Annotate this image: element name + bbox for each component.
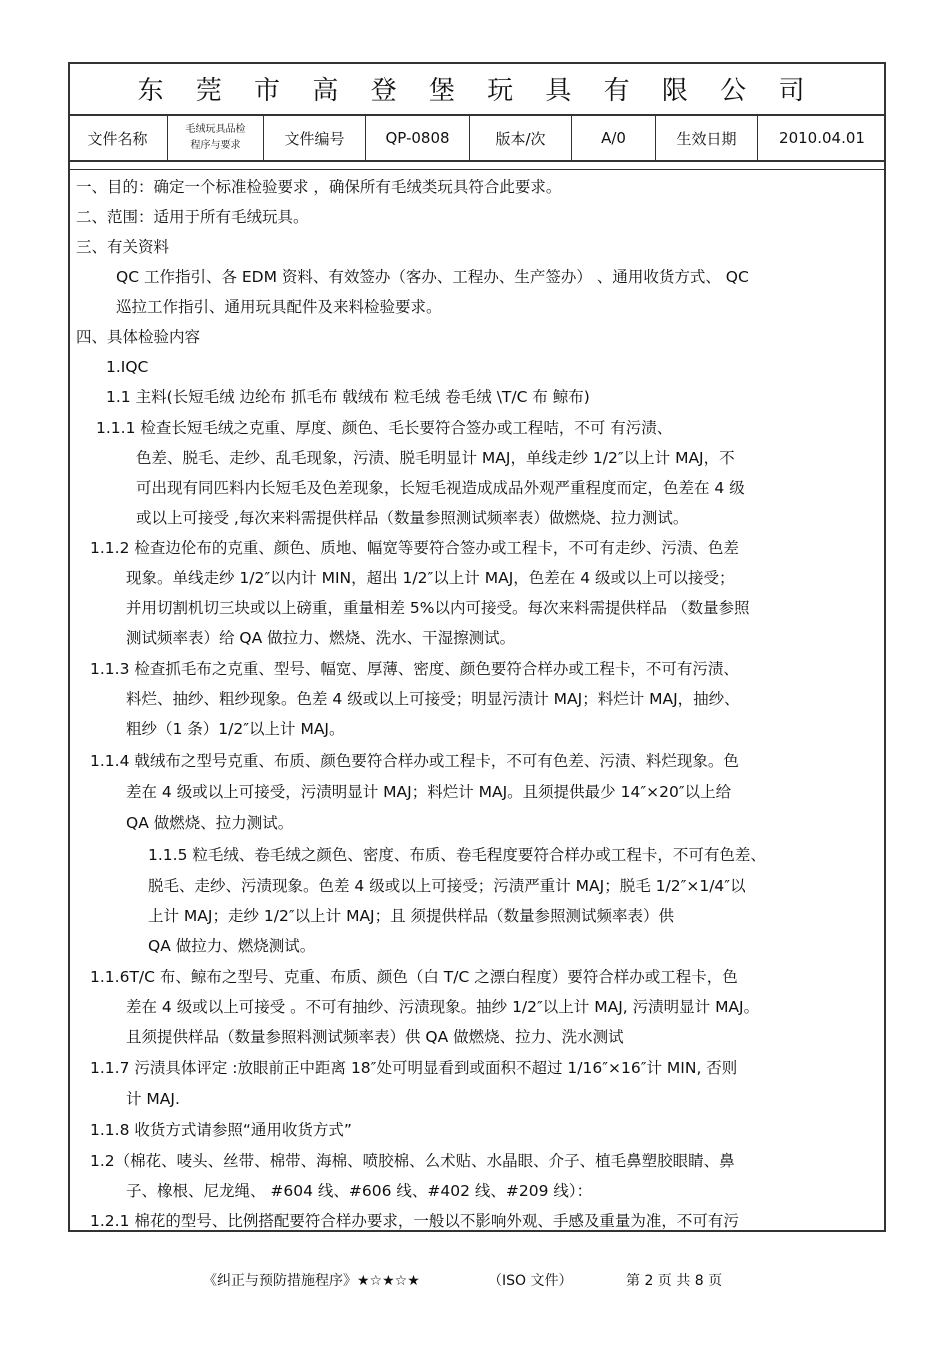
body-line: 四、具体检验内容	[76, 328, 201, 346]
version-value: A/0	[572, 116, 656, 160]
doc-name-label: 文件名称	[68, 116, 168, 160]
body-line: 现象。单线走纱 1/2″以内计 MIN，超出 1/2″以上计 MAJ，色差在 4 级或以上可以接受；	[126, 569, 735, 587]
body-line: 且须提供样品（数量参照料测试频率表）供 QA 做燃烧、拉力、洗水测试	[126, 1028, 624, 1046]
body-line: 三、有关资料	[76, 238, 170, 256]
doc-name-value-line1: 毛绒玩具品检	[185, 124, 246, 135]
body-line: 子、橡根、尼龙绳、 #604 线、#606 线、#402 线、#209 线）：	[126, 1182, 593, 1200]
body-line: 料烂、抽纱、粗纱现象。色差 4 级或以上可接受；明显污渍计 MAJ；料烂计 MAJ，抽纱、	[126, 690, 740, 708]
version-label: 版本/次	[470, 116, 572, 160]
document-info-row	[68, 116, 886, 162]
body-line: 色差、脱毛、走纱、乱毛现象，污渍、脱毛明显计 MAJ，单线走纱 1/2″以上计 MAJ，不	[136, 449, 735, 467]
body-line: 可出现有同匹料内长短毛及色差现象，长短毛视造成成品外观严重程度而定，色差在 4 级	[136, 479, 745, 497]
effective-date-value: 2010.04.01	[779, 129, 865, 147]
footer-iso: （ISO 文件）	[488, 1273, 573, 1289]
body-line: 二、范围：适用于所有毛绒玩具。	[76, 208, 309, 226]
body-line: 巡拉工作指引、通用玩具配件及来料检验要求。	[116, 298, 442, 316]
body-line: 1.1.5 粒毛绒、卷毛绒之颜色、密度、布质、卷毛程度要符合样办或工程卡，不可有色差、	[148, 846, 766, 864]
body-line: 1.IQC	[106, 358, 149, 376]
doc-name-value	[168, 116, 264, 160]
body-line: 1.1.3 检查抓毛布之克重、型号、幅宽、厚薄、密度、颜色要符合样办或工程卡，不可有污渍、	[90, 660, 739, 678]
footer-title: 《纠正与预防措施程序》★☆★☆★	[203, 1273, 420, 1289]
doc-no-label: 文件编号	[264, 116, 366, 160]
body-line: 测试频率表）给 QA 做拉力、燃烧、洗水、干湿擦测试。	[126, 629, 516, 647]
body-line: 差在 4 级或以上可接受 。不可有抽纱、污渍现象。抽纱 1/2″以上计 MAJ, 污渍明显计 MAJ。	[126, 998, 760, 1016]
body-line: 1.1.7 污渍具体评定 :放眼前正中距离 18″处可明显看到或面积不超过 1/16″×16″计 MIN, 否则	[90, 1059, 738, 1077]
body-line: 脱毛、走纱、污渍现象。色差 4 级或以上可接受；污渍严重计 MAJ；脱毛 1/2″×1/4″以	[148, 877, 746, 895]
body-line: 1.1.1 检查长短毛绒之克重、厚度、颜色、毛长要符合签办或工程咭，不可 有污渍、	[96, 419, 673, 437]
body-line: 1.2.1 棉花的型号、比例搭配要符合样办要求，一般以不影响外观、手感及重量为准，不可有污	[90, 1212, 739, 1230]
body-line: 上计 MAJ；走纱 1/2″以上计 MAJ；且 须提供样品（数量参照测试频率表）供	[148, 907, 675, 925]
company-title: 东 莞 市 高 登 堡 玩 具 有 限 公 司	[68, 62, 886, 116]
body-line: 1.1 主料(长短毛绒 边纶布 抓毛布 戟绒布 粒毛绒 卷毛绒 \T/C 布 鲸布)	[106, 388, 590, 406]
body-line: 粗纱（1 条）1/2″以上计 MAJ。	[126, 720, 345, 738]
body-line: 计 MAJ.	[126, 1090, 180, 1108]
effective-date-label: 生效日期	[656, 116, 758, 160]
body-line: 1.2（棉花、唛头、丝带、棉带、海棉、喷胶棉、么术贴、水晶眼、介子、植毛鼻塑胶眼睛、鼻	[90, 1152, 735, 1170]
body-line: 并用切割机切三块或以上磅重，重量相差 5%以内可接受。每次来料需提供样品 （数量参照	[126, 599, 750, 617]
body-line: 或以上可接受 ,每次来料需提供样品（数量参照测试频率表）做燃烧、拉力测试。	[136, 509, 689, 527]
doc-name-value-line2: 程序与要求	[190, 140, 241, 151]
body-line: 1.1.2 检查边伦布的克重、颜色、质地、幅宽等要符合签办或工程卡，不可有走纱、污渍、色差	[90, 539, 739, 557]
body-line: QC 工作指引、各 EDM 资料、有效签办（客办、工程办、生产签办） 、通用收货方式、 QC	[116, 268, 749, 286]
page-footer	[0, 1270, 950, 1294]
body-line: QA 做燃烧、拉力测试。	[126, 814, 294, 832]
header-separator	[68, 162, 886, 170]
body-line: 1.1.8 收货方式请参照“通用收货方式”	[90, 1121, 352, 1139]
footer-page-number: 第 2 页 共 8 页	[626, 1273, 723, 1289]
body-line: 一、目的：确定一个标准检验要求 ，确保所有毛绒类玩具符合此要求。	[76, 178, 562, 196]
body-line: 差在 4 级或以上可接受，污渍明显计 MAJ；料烂计 MAJ。且须提供最少 14″×20″以上给	[126, 783, 732, 801]
body-line: QA 做拉力、燃烧测试。	[148, 937, 316, 955]
body-line: 1.1.4 戟绒布之型号克重、布质、颜色要符合样办或工程卡，不可有色差、污渍、料烂现象。色	[90, 752, 739, 770]
document-body	[68, 170, 886, 1230]
doc-no-value: QP-0808	[366, 116, 470, 160]
body-line: 1.1.6T/C 布、鲸布之型号、克重、布质、颜色（白 T/C 之漂白程度）要符合样办或工程卡，色	[90, 968, 738, 986]
